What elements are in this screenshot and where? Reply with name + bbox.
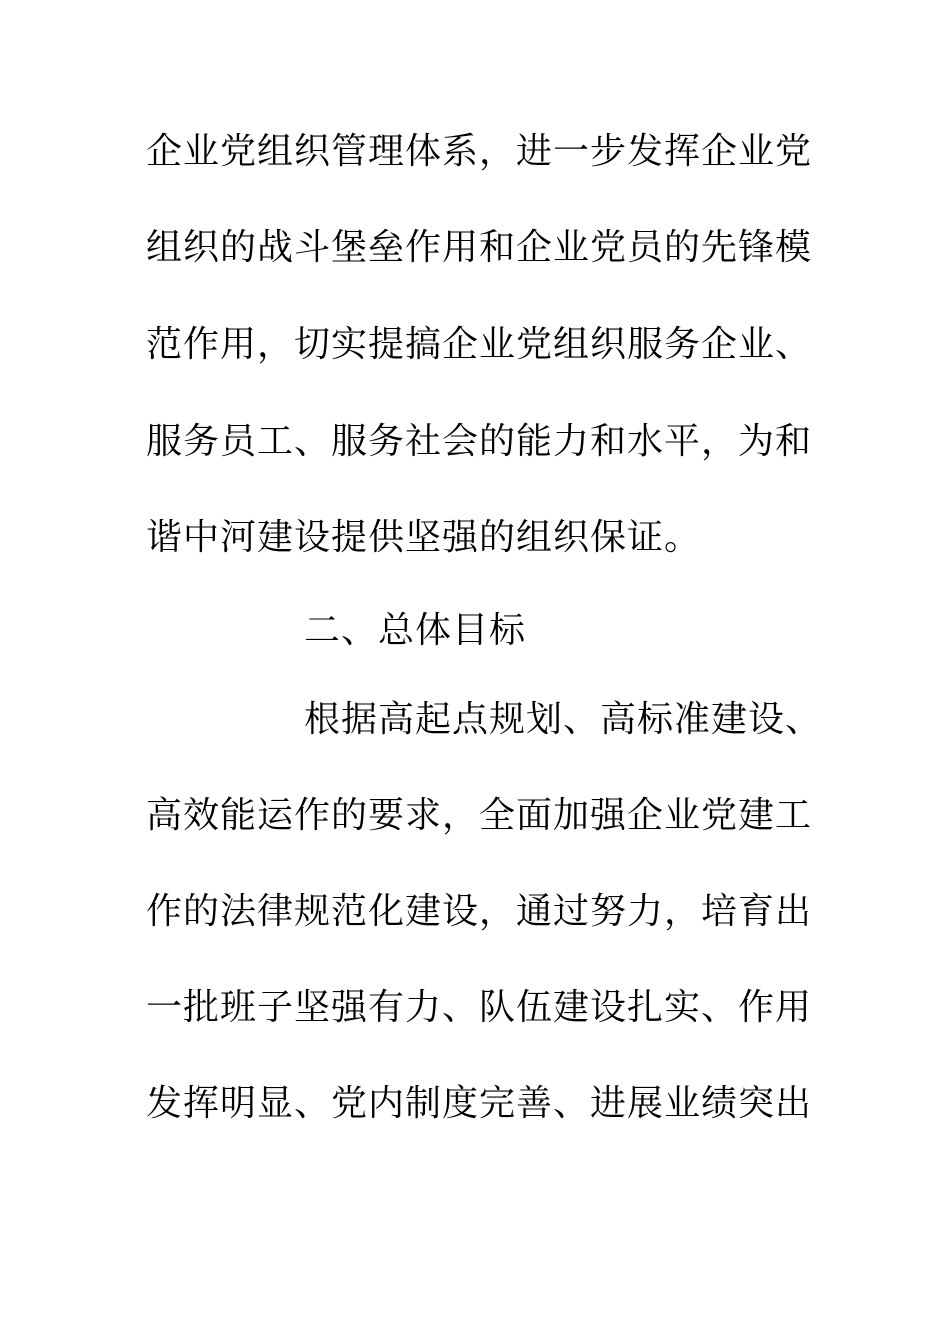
section-heading: 二、总体目标 <box>304 610 527 651</box>
text-line: 作的法律规范化建设，通过努力，培育出 <box>146 891 813 932</box>
text-line: 企业党组织管理体系，进一步发挥企业党 <box>146 131 813 172</box>
paragraph-first-line: 根据高起点规划、高标准建设、 <box>304 699 823 740</box>
text-line: 谐中河建设提供坚强的组织保证。 <box>146 517 702 558</box>
text-line: 高效能运作的要求，全面加强企业党建工 <box>146 795 813 836</box>
text-line: 服务员工、服务社会的能力和水平，为和 <box>146 421 813 462</box>
text-line: 组织的战斗堡垒作用和企业党员的先锋模 <box>146 227 813 268</box>
text-line: 发挥明显、党内制度完善、进展业绩突出 <box>146 1083 813 1124</box>
text-line: 一批班子坚强有力、队伍建设扎实、作用 <box>146 987 813 1028</box>
text-line: 范作用，切实提搞企业党组织服务企业、 <box>146 324 813 365</box>
